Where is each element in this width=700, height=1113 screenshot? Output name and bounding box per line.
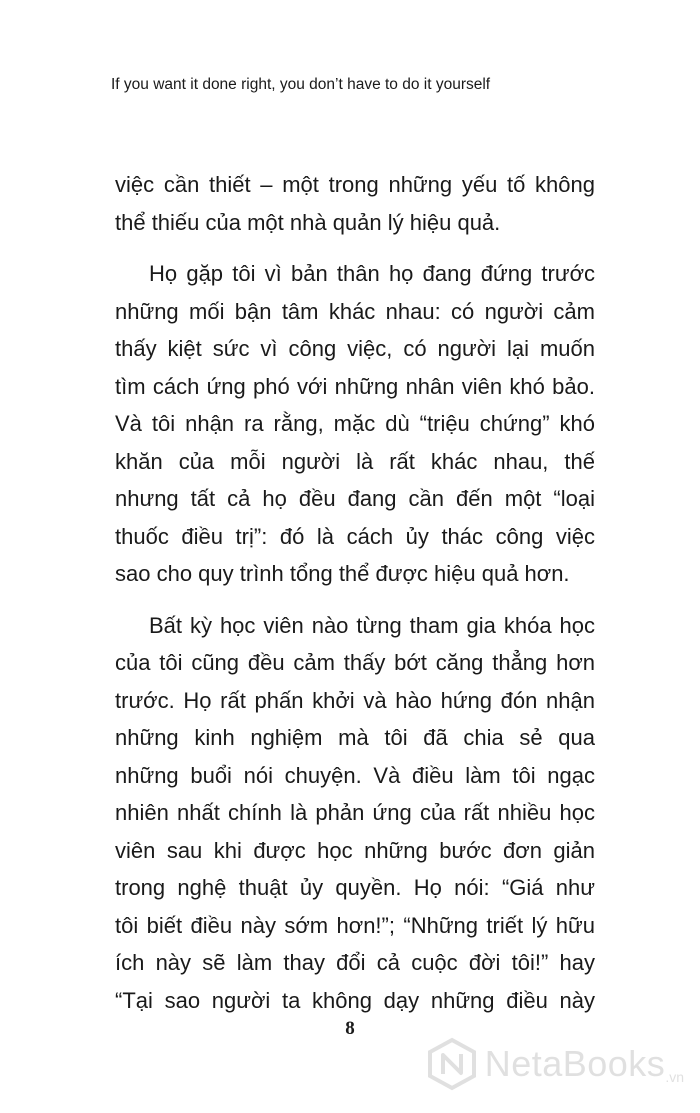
text-line: nhưng tất cả họ đều đang cần đến một “loại — [115, 486, 595, 511]
text-line: sao cho quy trình tổng thể được hiệu quả hơn. — [115, 561, 570, 586]
text-line: nhiên nhất chính là phản ứng của rất nhiều học — [115, 800, 595, 825]
text-line: “Tại sao người ta không dạy những điều này — [115, 987, 595, 1013]
text-line: ích này sẽ làm thay đổi cả cuộc đời tôi!” hay — [115, 950, 595, 975]
text-line: trong nghệ thuật ủy quyền. Họ nói: “Giá như — [115, 875, 595, 900]
text-line: Và tôi nhận ra rằng, mặc dù “triệu chứng” khó — [115, 411, 595, 436]
text-line: tìm cách ứng phó với những nhân viên khó bảo. — [115, 373, 595, 399]
text-line: những mối bận tâm khác nhau: có người cảm — [115, 298, 595, 324]
text-line: viên sau khi được học những bước đơn giản — [115, 837, 595, 863]
paragraph-3 — [115, 607, 595, 1020]
text-line: tôi biết điều này sớm hơn!”; “Những triết lý hữu — [115, 912, 595, 938]
text-line: khăn của mỗi người là rất khác nhau, thế — [115, 448, 595, 474]
text-line: của tôi cũng đều cảm thấy bớt căng thẳng hơn — [115, 650, 595, 675]
text-line: Bất kỳ học viên nào từng tham gia khóa học — [149, 612, 595, 638]
text-line: Họ gặp tôi vì bản thân họ đang đứng trước — [149, 261, 595, 286]
text-line: thuốc điều trị”: đó là cách ủy thác công việc — [115, 523, 595, 549]
netabooks-watermark — [425, 1037, 684, 1091]
text-line: việc cần thiết – một trong những yếu tố không — [115, 172, 595, 197]
text-line: những kinh nghiệm mà tôi đã chia sẻ qua — [115, 725, 595, 750]
text-line: trước. Họ rất phấn khởi và hào hứng đón nhận — [115, 687, 595, 713]
running-header: If you want it done right, you don’t have to do it yourself — [111, 76, 491, 93]
watermark-suffix: .vn — [665, 1069, 684, 1085]
text-line: thể thiếu của một nhà quản lý hiệu quả. — [115, 209, 501, 235]
paragraph-2 — [115, 255, 595, 593]
page-number: 8 — [345, 1018, 355, 1039]
netabooks-logo-icon — [425, 1037, 479, 1091]
text-line: thấy kiệt sức vì công việc, có người lại muốn — [115, 336, 595, 361]
paragraph-1 — [115, 166, 595, 241]
body-text — [115, 166, 595, 1019]
watermark-brand: NetaBooks — [484, 1043, 666, 1084]
text-line: những buổi nói chuyện. Và điều làm tôi ngạc — [115, 762, 595, 788]
